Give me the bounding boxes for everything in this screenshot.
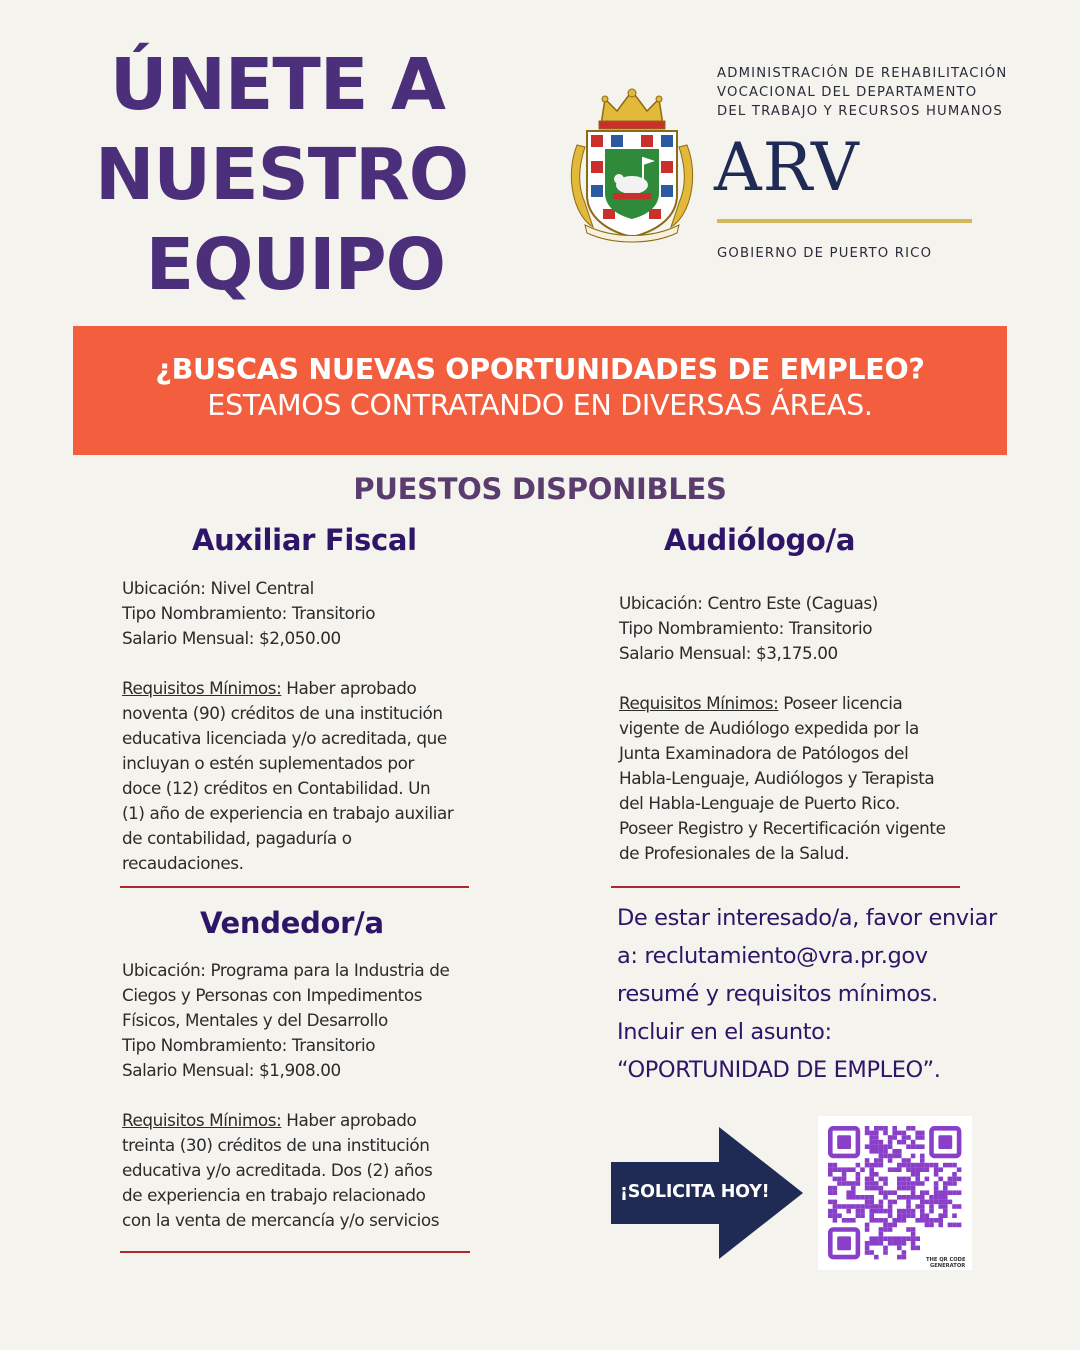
requirement-text: educativa licenciada y/o acreditada, que bbox=[122, 728, 447, 748]
job-detail: Tipo Nombramiento: Transitorio bbox=[122, 603, 376, 623]
requirement-text: Habla-Lenguaje, Audiólogos y Terapista bbox=[619, 768, 935, 788]
requirement-text: de experiencia en trabajo relacionado bbox=[122, 1185, 426, 1205]
banner-statement: ESTAMOS CONTRATANDO EN DIVERSAS ÁREAS. bbox=[207, 389, 873, 422]
hiring-banner bbox=[73, 326, 1007, 455]
government-label: GOBIERNO DE PUERTO RICO bbox=[717, 246, 933, 261]
headline-line-1: ÚNETE A bbox=[109, 43, 445, 126]
contact-line: Incluir en el asunto: bbox=[617, 1019, 832, 1045]
agency-logo-acronym: ARV bbox=[714, 129, 860, 206]
job-detail: Ubicación: Nivel Central bbox=[122, 578, 314, 598]
job-detail: Ubicación: Centro Este (Caguas) bbox=[619, 593, 878, 613]
requirement-text: doce (12) créditos en Contabilidad. Un bbox=[122, 778, 431, 798]
agency-name bbox=[717, 64, 1067, 121]
requirement-text: Haber aprobado bbox=[281, 678, 417, 698]
job-details-audiologo bbox=[619, 591, 946, 866]
requirement-text: recaudaciones. bbox=[122, 853, 244, 873]
contact-line: “OPORTUNIDAD DE EMPLEO”. bbox=[617, 1057, 941, 1083]
contact-email[interactable]: a: reclutamiento@vra.pr.gov bbox=[617, 943, 928, 969]
headline-line-3: EQUIPO bbox=[145, 223, 445, 306]
job-title-audiologo: Audiólogo/a bbox=[664, 523, 856, 557]
agency-line-3: DEL TRABAJO Y RECURSOS HUMANOS bbox=[717, 104, 1003, 119]
job-title-vendedor: Vendedor/a bbox=[200, 906, 384, 940]
job-detail: Tipo Nombramiento: Transitorio bbox=[122, 1035, 376, 1055]
contact-line: resumé y requisitos mínimos. bbox=[617, 981, 938, 1007]
requirements-label: Requisitos Mínimos: bbox=[122, 678, 282, 698]
requirement-text: del Habla-Lenguaje de Puerto Rico. bbox=[619, 793, 900, 813]
divider-auxiliar bbox=[120, 886, 469, 888]
divider-audiologo bbox=[611, 886, 960, 888]
requirement-text: Poseer Registro y Recertificación vigente bbox=[619, 818, 946, 838]
job-detail: Físicos, Mentales y del Desarrollo bbox=[122, 1010, 388, 1030]
requirement-text: de contabilidad, pagaduría o bbox=[122, 828, 352, 848]
requirement-text: Haber aprobado bbox=[281, 1110, 417, 1130]
qr-caption-1: THE QR CODE bbox=[926, 1257, 966, 1263]
gold-divider bbox=[717, 219, 972, 223]
job-title-auxiliar-fiscal: Auxiliar Fiscal bbox=[192, 523, 417, 557]
job-details-auxiliar-fiscal bbox=[122, 576, 453, 876]
divider-vendedor bbox=[120, 1251, 470, 1253]
job-detail: Salario Mensual: $2,050.00 bbox=[122, 628, 341, 648]
qr-caption-2: GENERATOR bbox=[930, 1263, 966, 1269]
requirement-text: noventa (90) créditos de una institución bbox=[122, 703, 443, 723]
requirement-text: Poseer licencia bbox=[778, 693, 903, 713]
contact-instructions bbox=[617, 899, 1037, 1089]
apply-now-label[interactable]: ¡SOLICITA HOY! bbox=[620, 1182, 770, 1202]
contact-line: De estar interesado/a, favor enviar bbox=[617, 905, 997, 931]
requirement-text: de Profesionales de la Salud. bbox=[619, 843, 850, 863]
agency-line-1: ADMINISTRACIÓN DE REHABILITACIÓN bbox=[717, 66, 1008, 81]
headline-line-2: NUESTRO bbox=[95, 133, 469, 216]
job-detail: Salario Mensual: $3,175.00 bbox=[619, 643, 838, 663]
agency-line-2: VOCACIONAL DEL DEPARTAMENTO bbox=[717, 85, 978, 100]
requirement-text: (1) año de experiencia en trabajo auxiliar bbox=[122, 803, 454, 823]
requirement-text: vigente de Audiólogo expedida por la bbox=[619, 718, 919, 738]
requirement-text: Junta Examinadora de Patólogos del bbox=[619, 743, 909, 763]
job-detail: Ciegos y Personas con Impedimentos bbox=[122, 985, 423, 1005]
requirement-text: incluyan o estén suplementados por bbox=[122, 753, 414, 773]
coat-of-arms-icon bbox=[563, 85, 701, 243]
requirement-text: treinta (30) créditos de una institución bbox=[122, 1135, 430, 1155]
job-detail: Salario Mensual: $1,908.00 bbox=[122, 1060, 341, 1080]
headline bbox=[95, 40, 469, 310]
job-detail: Tipo Nombramiento: Transitorio bbox=[619, 618, 873, 638]
job-details-vendedor bbox=[122, 958, 449, 1233]
requirement-text: educativa y/o acreditada. Dos (2) años bbox=[122, 1160, 433, 1180]
banner-question: ¿BUSCAS NUEVAS OPORTUNIDADES DE EMPLEO? bbox=[155, 353, 925, 386]
requirements-label: Requisitos Mínimos: bbox=[619, 693, 779, 713]
requirements-label: Requisitos Mínimos: bbox=[122, 1110, 282, 1130]
qr-code-icon bbox=[818, 1116, 972, 1270]
job-detail: Ubicación: Programa para la Industria de bbox=[122, 960, 450, 980]
requirement-text: con la venta de mercancía y/o servicios bbox=[122, 1210, 440, 1230]
section-title: PUESTOS DISPONIBLES bbox=[353, 472, 727, 506]
qr-code[interactable] bbox=[818, 1116, 972, 1270]
